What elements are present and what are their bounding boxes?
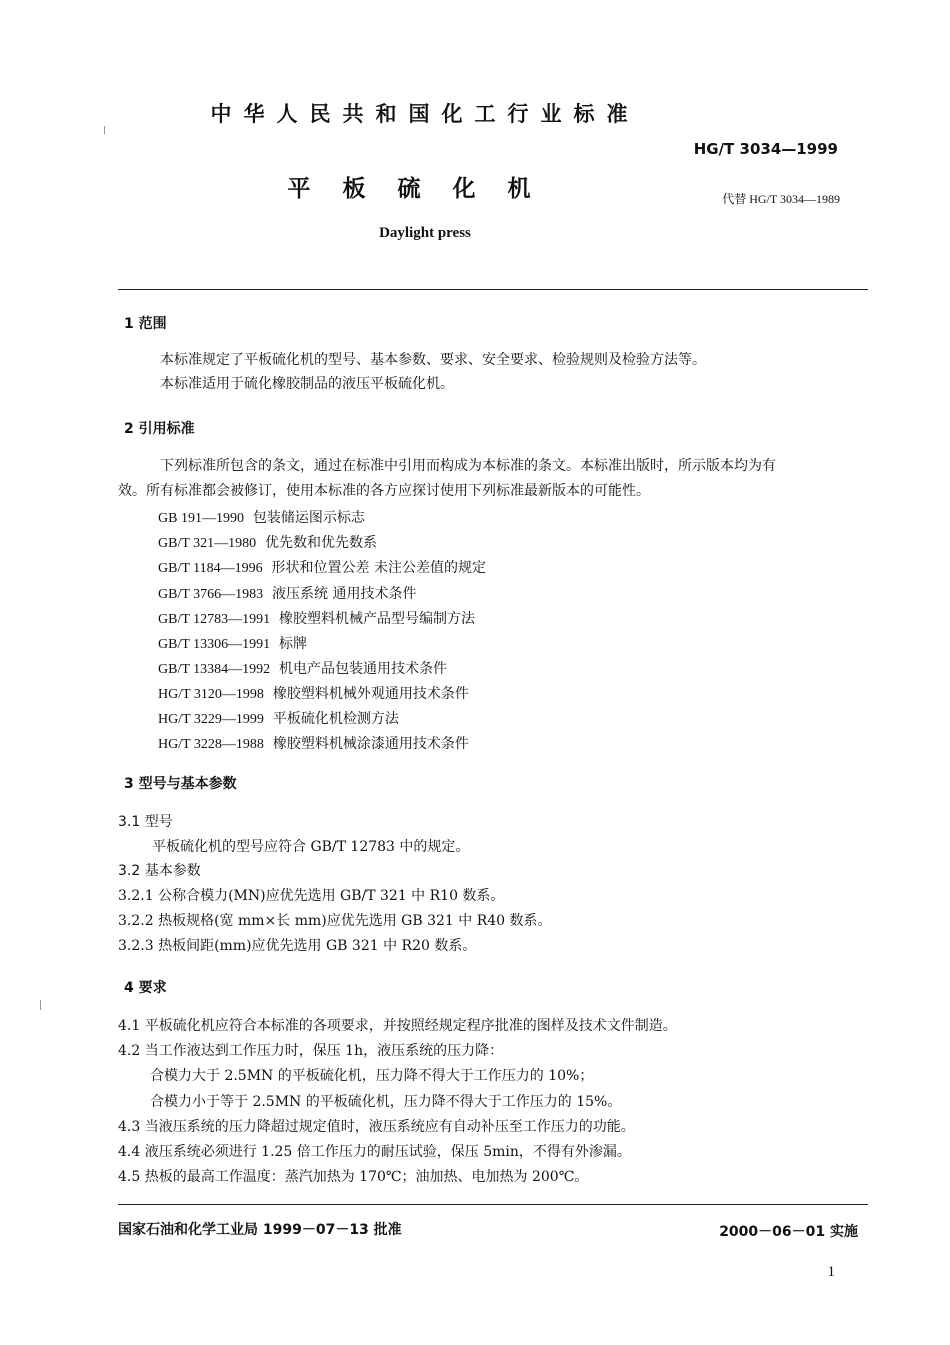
ref-code: HG/T 3229—1999 (158, 712, 264, 727)
section-4-4: 4.4 液压系统必须进行 1.25 倍工作压力的耐压试验，保压 5min，不得有外渗漏。 (118, 1144, 631, 1160)
section-2-paragraph-line-2: 效。所有标准都会被修订，使用本标准的各方应探讨使用下列标准最新版本的可能性。 (118, 483, 650, 499)
ref-name: 液压系统 通用技术条件 (272, 586, 417, 602)
ref-item (158, 708, 399, 728)
ref-item (158, 633, 307, 653)
replaces-standard: 代替 HG/T 3034—1989 (722, 192, 840, 206)
section-3-2-1: 3.2.1 公称合模力(MN)应优先选用 GB/T 321 中 R10 数系。 (118, 888, 505, 904)
ref-code: GB/T 13384—1992 (158, 662, 271, 677)
section-1-paragraph-2: 本标准适用于硫化橡胶制品的液压平板硫化机。 (160, 376, 454, 392)
document-title-cn: 平板硫化机 (287, 176, 563, 202)
ref-code: GB/T 1184—1996 (158, 561, 263, 576)
section-1-heading: 1 范围 (124, 316, 167, 332)
ref-name: 包装储运图示标志 (252, 510, 365, 526)
ref-item (158, 608, 475, 628)
ref-item (158, 658, 447, 678)
section-3-heading: 3 型号与基本参数 (124, 776, 237, 792)
approval-line: 国家石油和化学工业局 1999－07－13 批准 (118, 1222, 402, 1238)
section-3-1-heading: 3.1 型号 (118, 814, 173, 830)
ref-name: 机电产品包装通用技术条件 (279, 661, 448, 677)
section-4-5: 4.5 热板的最高工作温度：蒸汽加热为 170℃；油加热、电加热为 200℃。 (118, 1169, 589, 1185)
ref-name: 优先数和优先数系 (265, 535, 378, 551)
section-3-2-3: 3.2.3 热板间距(mm)应优先选用 GB 321 中 R20 数系。 (118, 938, 477, 954)
section-3-1-text: 平板硫化机的型号应符合 GB/T 12783 中的规定。 (152, 839, 470, 855)
ref-code: GB/T 321—1980 (158, 536, 257, 551)
ref-code: GB/T 13306—1991 (158, 637, 271, 652)
section-3-2-heading: 3.2 基本参数 (118, 863, 201, 879)
industry-standard-title: 中华人民共和国化工行业标准 (210, 102, 640, 126)
ref-item (158, 532, 377, 552)
ref-code: HG/T 3228—1988 (158, 737, 264, 752)
section-4-3: 4.3 当液压系统的压力降超过规定值时，液压系统应有自动补压至工作压力的功能。 (118, 1119, 635, 1135)
ref-name: 橡胶塑料机械外观通用技术条件 (272, 686, 469, 702)
scan-mark (40, 1000, 41, 1010)
ref-name: 平板硫化机检测方法 (272, 711, 399, 727)
ref-item (158, 507, 365, 527)
ref-name: 标牌 (279, 636, 308, 652)
implementation-date: 2000－06－01 实施 (719, 1224, 858, 1240)
page-number: 1 (827, 1264, 835, 1280)
header-divider (118, 289, 868, 290)
section-1-paragraph-1: 本标准规定了平板硫化机的型号、基本参数、要求、安全要求、检验规则及检验方法等。 (160, 352, 706, 368)
ref-item (158, 583, 417, 603)
section-4-2-item-a: 合模力大于 2.5MN 的平板硫化机，压力降不得大于工作压力的 10%； (150, 1068, 594, 1084)
footer-divider (118, 1204, 868, 1205)
ref-item (158, 557, 486, 577)
ref-code: HG/T 3120—1998 (158, 687, 264, 702)
ref-name: 形状和位置公差 未注公差值的规定 (271, 560, 486, 576)
standard-code: HG/T 3034—1999 (693, 140, 838, 158)
section-4-2-item-b: 合模力小于等于 2.5MN 的平板硫化机，压力降不得大于工作压力的 15%。 (150, 1094, 622, 1110)
ref-code: GB 191—1990 (158, 511, 244, 526)
ref-name: 橡胶塑料机械涂漆通用技术条件 (272, 736, 469, 752)
section-3-2-2: 3.2.2 热板规格(宽 mm×长 mm)应优先选用 GB 321 中 R40 数系。 (118, 913, 552, 929)
document-title-en: Daylight press (379, 225, 471, 241)
section-4-heading: 4 要求 (124, 980, 167, 996)
ref-code: GB/T 12783—1991 (158, 612, 271, 627)
scan-mark (104, 126, 105, 134)
section-2-heading: 2 引用标准 (124, 421, 195, 437)
section-4-1: 4.1 平板硫化机应符合本标准的各项要求，并按照经规定程序批准的图样及技术文件制造。 (118, 1018, 677, 1034)
ref-item (158, 683, 469, 703)
section-2-paragraph-line-1: 下列标准所包含的条文，通过在标准中引用而构成为本标准的条文。本标准出版时，所示版本均为有 (160, 458, 776, 474)
section-4-2: 4.2 当工作液达到工作压力时，保压 1h，液压系统的压力降： (118, 1043, 504, 1059)
ref-item (158, 733, 469, 753)
ref-name: 橡胶塑料机械产品型号编制方法 (279, 611, 476, 627)
ref-code: GB/T 3766—1983 (158, 587, 264, 602)
